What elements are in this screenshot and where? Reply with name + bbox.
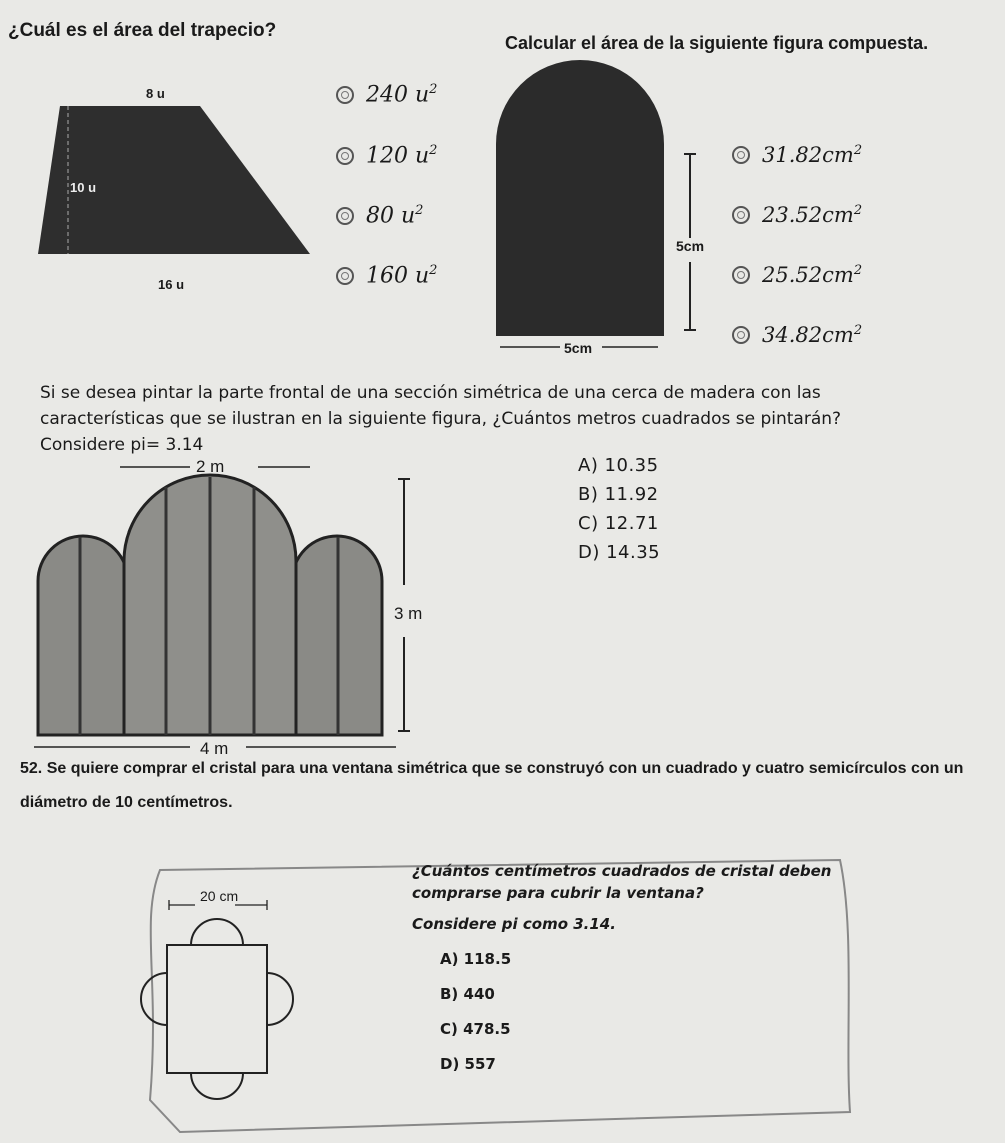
q3-option-b[interactable]: B) 11.92 — [578, 484, 659, 505]
q52-option-a[interactable]: A) 118.5 — [440, 950, 512, 968]
q3-option-c[interactable]: C) 12.71 — [578, 513, 659, 534]
radio-icon[interactable] — [732, 326, 750, 344]
window-top-semicircle — [191, 919, 243, 945]
q2-option-4[interactable]: $34.82cm^2$ — [732, 323, 862, 347]
composite-width-label: 5cm — [564, 340, 593, 356]
q52-note: Considere pi como 3.14. — [412, 915, 616, 933]
window-bottom-semicircle — [191, 1073, 243, 1099]
composite-height-label: 5cm — [676, 238, 705, 254]
trapezoid-top-label: 8 u — [146, 86, 165, 101]
q1-option-3[interactable]: 80 $u^2$ — [336, 203, 423, 228]
radio-icon[interactable] — [336, 86, 354, 104]
window-right-semicircle — [267, 973, 293, 1025]
q1-option-1[interactable]: 240 $u^2$ — [336, 82, 437, 107]
q3-option-d[interactable]: D) 14.35 — [578, 542, 661, 563]
window-left-semicircle — [141, 973, 167, 1025]
composite-shape — [496, 60, 664, 336]
q52-option-b[interactable]: B) 440 — [440, 985, 495, 1003]
fence-figure — [20, 455, 430, 765]
q2-title: Calcular el área de la siguiente figura compuesta. — [505, 33, 929, 53]
q52-question: ¿Cuántos centímetros cuadrados de cristal deben comprarse para cubrir la ventana? — [412, 862, 832, 902]
radio-icon[interactable] — [732, 206, 750, 224]
q1-title: ¿Cuál es el área del trapecio? — [8, 20, 277, 41]
q2-option-3[interactable]: $25.52cm^2$ — [732, 263, 862, 287]
window-figure — [135, 885, 310, 1140]
q3-text: Si se desea pintar la parte frontal de una sección simétrica de una cerca de madera con las características que se ilustran en la siguiente figura, ¿Cuántos metros cuadrados se pintarán? Considere pi= 3.14 — [40, 383, 842, 455]
window-square — [167, 945, 267, 1073]
fence-left-section — [38, 536, 128, 735]
radio-icon[interactable] — [336, 267, 354, 285]
q2-option-2[interactable]: $23.52cm^2$ — [732, 203, 862, 227]
q2-option-1[interactable]: $31.82cm^2$ — [732, 143, 862, 167]
q52-option-c[interactable]: C) 478.5 — [440, 1020, 511, 1038]
window-size-label: 20 cm — [200, 888, 239, 904]
fence-top-label: 2 m — [196, 457, 225, 476]
radio-icon[interactable] — [336, 147, 354, 165]
trapezoid-bottom-label: 16 u — [158, 277, 185, 292]
composite-figure — [490, 60, 720, 360]
q3-option-a[interactable]: A) 10.35 — [578, 455, 659, 476]
radio-icon[interactable] — [732, 146, 750, 164]
fence-bottom-label: 4 m — [200, 739, 229, 758]
trapezoid-height-label: 10 u — [70, 180, 97, 195]
q52-option-d[interactable]: D) 557 — [440, 1055, 496, 1073]
radio-icon[interactable] — [732, 266, 750, 284]
q52-statement: 52. Se quiere comprar el cristal para una ventana simétrica que se construyó con un cuadrado y cuatro semicírculos con un diámetro de 10 centímetros. — [20, 760, 964, 811]
fence-height-label: 3 m — [394, 604, 423, 623]
q1-option-4[interactable]: 160 $u^2$ — [336, 263, 437, 288]
q1-option-2[interactable]: 120 $u^2$ — [336, 143, 437, 168]
radio-icon[interactable] — [336, 207, 354, 225]
